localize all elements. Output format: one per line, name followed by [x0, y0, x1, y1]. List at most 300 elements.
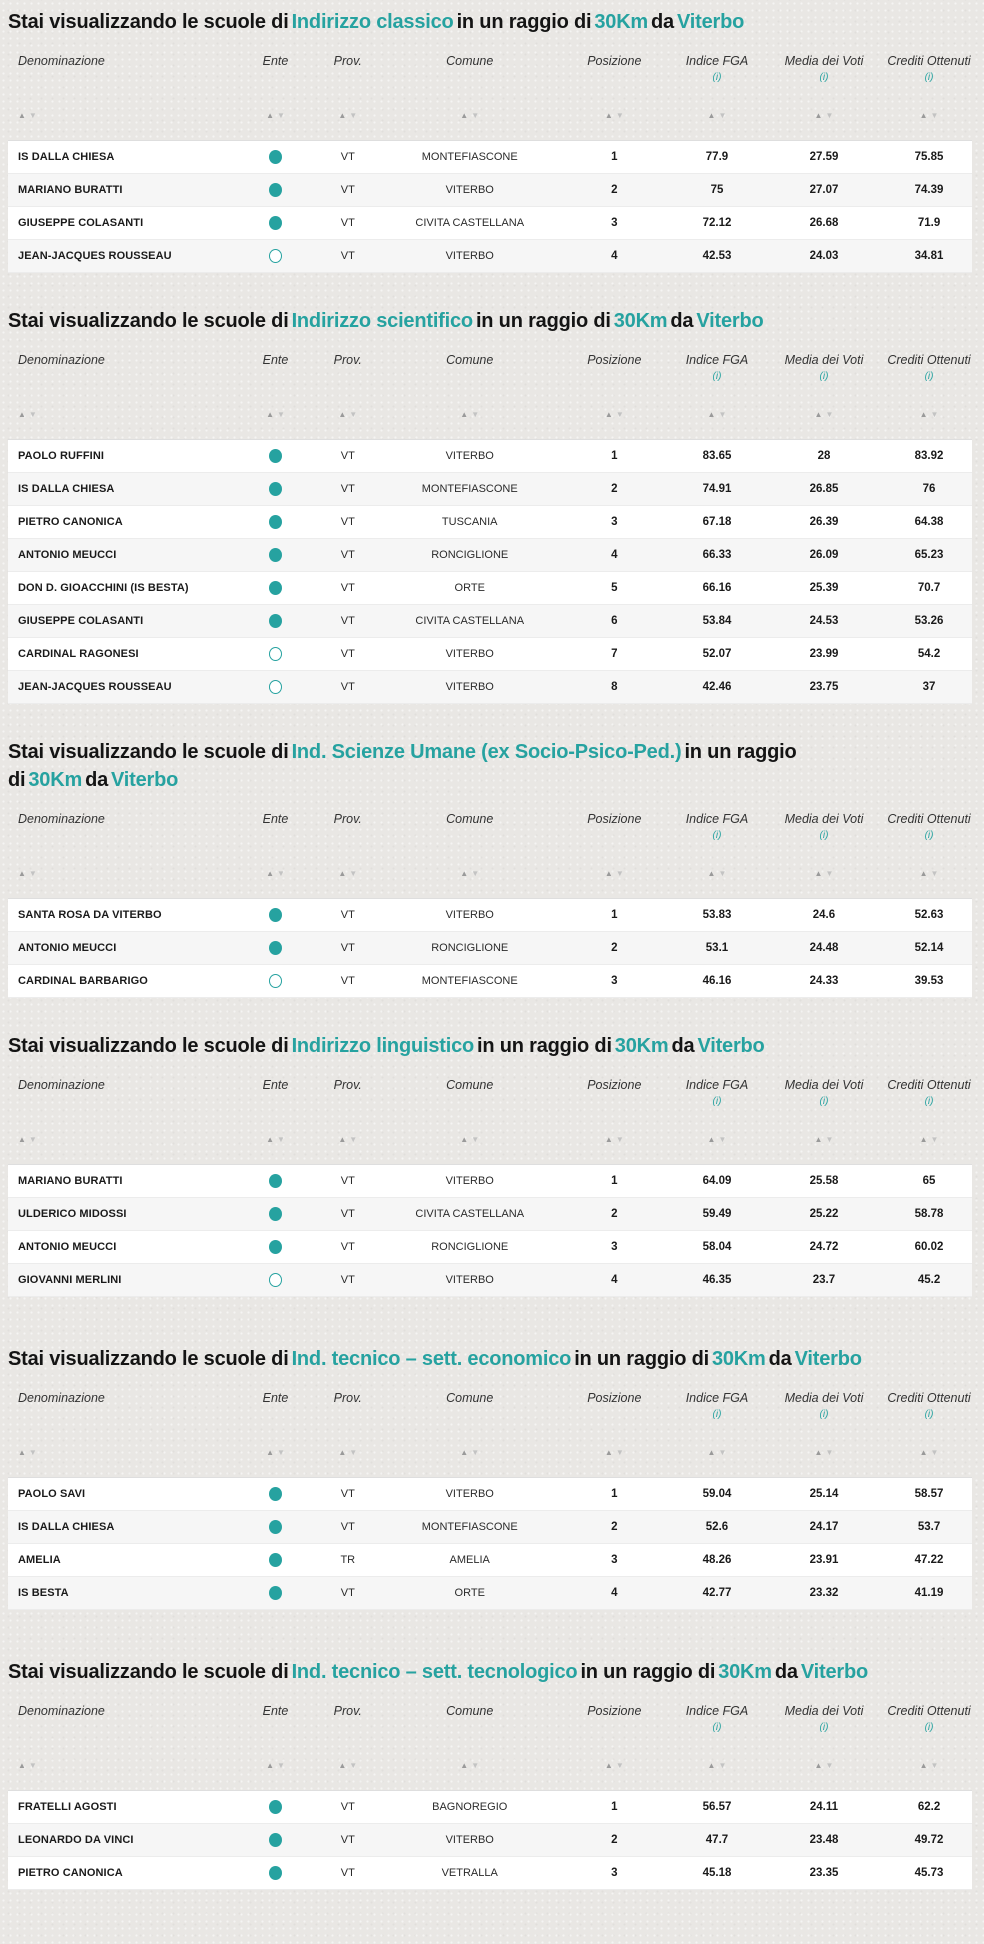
column-label: Ente: [262, 1078, 289, 1092]
table-row[interactable]: [8, 1791, 972, 1824]
sort-control[interactable]: [762, 864, 886, 880]
sort-desc-icon[interactable]: ▼: [277, 1135, 285, 1144]
sort-desc-icon[interactable]: ▼: [930, 869, 939, 878]
school-name[interactable]: GIOVANNI MERLINI: [18, 1274, 122, 1286]
sort-desc-icon[interactable]: ▼: [28, 410, 37, 419]
sort-control[interactable]: [886, 405, 972, 421]
school-name[interactable]: GIUSEPPE COLASANTI: [18, 217, 144, 229]
section-title: [8, 1345, 972, 1373]
prov-cell: VT: [340, 549, 355, 561]
ente-paritaria-dot-icon: [269, 647, 282, 661]
table-row[interactable]: [8, 1577, 972, 1610]
sort-control[interactable]: [238, 1443, 312, 1459]
prov-cell: VT: [340, 250, 355, 262]
sort-asc-icon[interactable]: ▲: [460, 869, 469, 878]
sort-asc-icon[interactable]: ▲: [919, 1761, 928, 1770]
sort-desc-icon[interactable]: ▼: [471, 1448, 480, 1457]
info-icon[interactable]: (i): [924, 1409, 934, 1420]
sort-asc-icon[interactable]: ▲: [814, 1761, 823, 1770]
sort-control[interactable]: [383, 1130, 557, 1146]
sort-asc-icon[interactable]: ▲: [919, 1448, 928, 1457]
crediti-cell: 58.78: [914, 1208, 944, 1220]
media-voti-cell: 24.03: [809, 250, 839, 262]
column-header: [672, 351, 762, 383]
info-icon[interactable]: (i): [712, 371, 722, 382]
sort-desc-icon[interactable]: ▼: [930, 111, 939, 120]
table-row[interactable]: [8, 506, 972, 539]
column-label: Crediti Ottenuti: [887, 353, 971, 367]
sort-control[interactable]: [313, 1756, 383, 1772]
ente-statale-dot-icon: [269, 183, 282, 197]
info-icon[interactable]: (i): [819, 1096, 829, 1107]
sort-desc-icon[interactable]: ▼: [615, 1761, 624, 1770]
crediti-cell: 75.85: [914, 151, 944, 163]
title-text: in un raggio di: [8, 741, 797, 791]
column-label: Comune: [446, 54, 494, 68]
sort-asc-icon[interactable]: ▲: [707, 1135, 716, 1144]
sort-desc-icon[interactable]: ▼: [28, 1761, 37, 1770]
sort-asc-icon[interactable]: ▲: [604, 869, 613, 878]
sort-asc-icon[interactable]: ▲: [604, 410, 613, 419]
table-row[interactable]: [8, 638, 972, 671]
indice-fga-cell: 72.12: [702, 217, 732, 229]
sort-control[interactable]: [672, 864, 762, 880]
school-name[interactable]: JEAN-JACQUES ROUSSEAU: [18, 250, 172, 262]
sort-control[interactable]: [556, 864, 672, 880]
table-row[interactable]: [8, 1478, 972, 1511]
indice-fga-cell: 53.84: [702, 615, 732, 627]
sort-desc-icon[interactable]: ▼: [718, 1135, 727, 1144]
sort-desc-icon[interactable]: ▼: [615, 410, 624, 419]
table-row[interactable]: [8, 671, 972, 704]
media-voti-cell: 24.48: [809, 942, 839, 954]
ente-statale-dot-icon: [269, 1833, 282, 1847]
sort-control[interactable]: [8, 864, 238, 880]
sort-control[interactable]: [672, 1756, 762, 1772]
school-name[interactable]: IS DALLA CHIESA: [18, 151, 115, 163]
sort-asc-icon[interactable]: ▲: [919, 111, 928, 120]
sort-control[interactable]: [8, 106, 238, 122]
column-header: [313, 1702, 383, 1719]
sort-asc-icon[interactable]: ▲: [707, 1448, 716, 1457]
school-name[interactable]: LEONARDO DA VINCI: [18, 1834, 134, 1846]
sort-control[interactable]: [383, 864, 557, 880]
sort-asc-icon[interactable]: ▲: [18, 1761, 26, 1770]
sort-asc-icon[interactable]: ▲: [604, 111, 613, 120]
info-icon[interactable]: (i): [819, 830, 829, 841]
crediti-cell: 47.22: [914, 1554, 944, 1566]
sort-control[interactable]: [556, 106, 672, 122]
sort-asc-icon[interactable]: ▲: [814, 869, 823, 878]
sort-asc-icon[interactable]: ▲: [604, 1448, 613, 1457]
sort-asc-icon[interactable]: ▲: [919, 1135, 928, 1144]
sort-control[interactable]: [886, 106, 972, 122]
school-name[interactable]: PIETRO CANONICA: [18, 516, 123, 528]
prov-cell: VT: [340, 151, 355, 163]
column-header: [238, 52, 312, 69]
info-icon[interactable]: (i): [924, 1096, 934, 1107]
sort-desc-icon[interactable]: ▼: [277, 1448, 285, 1457]
sort-asc-icon[interactable]: ▲: [707, 111, 716, 120]
media-voti-cell: 23.99: [809, 648, 839, 660]
info-icon[interactable]: (i): [819, 1722, 829, 1733]
column-label: Media dei Voti: [784, 1391, 864, 1405]
school-name[interactable]: ANTONIO MEUCCI: [18, 1241, 117, 1253]
sort-desc-icon[interactable]: ▼: [349, 1448, 358, 1457]
column-header: [886, 810, 972, 842]
school-name[interactable]: PIETRO CANONICA: [18, 1867, 123, 1879]
table-header: [8, 1389, 972, 1461]
title-text: da: [774, 1661, 798, 1683]
sort-desc-icon[interactable]: ▼: [930, 1135, 939, 1144]
sort-asc-icon[interactable]: ▲: [266, 1761, 274, 1770]
school-name[interactable]: AMELIA: [18, 1554, 61, 1566]
sort-asc-icon[interactable]: ▲: [18, 1448, 26, 1457]
sort-control[interactable]: [886, 1443, 972, 1459]
ente-cell: [238, 1833, 312, 1847]
title-subject: Indirizzo linguistico: [291, 1035, 475, 1057]
info-icon[interactable]: (i): [712, 830, 722, 841]
title-text: in un raggio di: [477, 1035, 612, 1057]
sort-desc-icon[interactable]: ▼: [277, 111, 285, 120]
sort-control[interactable]: [672, 405, 762, 421]
sort-control[interactable]: [886, 864, 972, 880]
school-name[interactable]: PAOLO SAVI: [18, 1488, 86, 1500]
sort-control[interactable]: [313, 1130, 383, 1146]
table-row[interactable]: [8, 473, 972, 506]
sort-desc-icon[interactable]: ▼: [825, 111, 834, 120]
crediti-cell: 37: [922, 681, 936, 693]
media-voti-cell: 24.33: [809, 975, 839, 987]
info-icon[interactable]: (i): [819, 1409, 829, 1420]
crediti-cell: 34.81: [914, 250, 944, 262]
sort-asc-icon[interactable]: ▲: [338, 1135, 347, 1144]
table-row[interactable]: [8, 572, 972, 605]
column-label: Prov.: [333, 1391, 362, 1405]
school-name[interactable]: CARDINAL RAGONESI: [18, 648, 139, 660]
title-city: Viterbo: [794, 1348, 862, 1370]
sort-control[interactable]: [556, 1443, 672, 1459]
sort-control[interactable]: [383, 1443, 557, 1459]
sort-desc-icon[interactable]: ▼: [615, 869, 624, 878]
sort-control[interactable]: [313, 106, 383, 122]
sort-control[interactable]: [762, 106, 886, 122]
info-icon[interactable]: (i): [924, 72, 934, 83]
sort-asc-icon[interactable]: ▲: [707, 1761, 716, 1770]
table-row[interactable]: [8, 1824, 972, 1857]
sort-asc-icon[interactable]: ▲: [919, 869, 928, 878]
sort-asc-icon[interactable]: ▲: [707, 410, 716, 419]
posizione-cell: 1: [611, 450, 618, 462]
media-voti-cell: 26.85: [809, 483, 839, 495]
sort-desc-icon[interactable]: ▼: [349, 1135, 358, 1144]
column-header: [672, 1076, 762, 1108]
sort-control[interactable]: [313, 405, 383, 421]
sort-asc-icon[interactable]: ▲: [266, 1448, 274, 1457]
sort-asc-icon[interactable]: ▲: [18, 410, 26, 419]
sort-desc-icon[interactable]: ▼: [825, 1761, 834, 1770]
sort-desc-icon[interactable]: ▼: [471, 1761, 480, 1770]
sort-control[interactable]: [556, 405, 672, 421]
school-name[interactable]: GIUSEPPE COLASANTI: [18, 615, 144, 627]
prov-cell: VT: [340, 1834, 355, 1846]
school-name[interactable]: DON D. GIOACCHINI (IS BESTA): [18, 582, 189, 594]
sort-control[interactable]: [762, 1130, 886, 1146]
info-link-wrap: [886, 830, 972, 842]
sort-asc-icon[interactable]: ▲: [338, 1761, 347, 1770]
sort-desc-icon[interactable]: ▼: [825, 869, 834, 878]
sort-desc-icon[interactable]: ▼: [349, 410, 358, 419]
crediti-cell: 41.19: [914, 1587, 944, 1599]
ente-statale-dot-icon: [269, 1174, 282, 1188]
prov-cell: VT: [340, 1274, 355, 1286]
prov-cell: VT: [340, 1488, 355, 1500]
sort-control[interactable]: [762, 1756, 886, 1772]
prov-cell: VT: [340, 1208, 355, 1220]
sort-control[interactable]: [383, 405, 557, 421]
ente-cell: [238, 1174, 312, 1188]
ente-statale-dot-icon: [269, 581, 282, 595]
indice-fga-cell: 48.26: [702, 1554, 732, 1566]
info-icon[interactable]: (i): [712, 72, 722, 83]
ente-cell: [238, 482, 312, 496]
sort-asc-icon[interactable]: ▲: [266, 1135, 274, 1144]
table-row[interactable]: [8, 1165, 972, 1198]
table-row[interactable]: [8, 1544, 972, 1577]
sort-asc-icon[interactable]: ▲: [814, 410, 823, 419]
sort-asc-icon[interactable]: ▲: [18, 869, 26, 878]
column-label: Prov.: [333, 54, 362, 68]
sort-control[interactable]: [313, 1443, 383, 1459]
info-icon[interactable]: (i): [712, 1096, 722, 1107]
sort-asc-icon[interactable]: ▲: [814, 1135, 823, 1144]
sort-control[interactable]: [672, 1443, 762, 1459]
table-row[interactable]: [8, 1857, 972, 1890]
table-row[interactable]: [8, 932, 972, 965]
title-text: da: [670, 310, 694, 332]
sort-control[interactable]: [672, 106, 762, 122]
sort-control[interactable]: [238, 864, 312, 880]
info-icon[interactable]: (i): [924, 1722, 934, 1733]
sort-desc-icon[interactable]: ▼: [277, 410, 285, 419]
table-row[interactable]: [8, 1511, 972, 1544]
sort-desc-icon[interactable]: ▼: [930, 1761, 939, 1770]
sort-desc-icon[interactable]: ▼: [718, 1761, 727, 1770]
sort-desc-icon[interactable]: ▼: [28, 111, 37, 120]
title-city: Viterbo: [696, 310, 764, 332]
sort-desc-icon[interactable]: ▼: [930, 1448, 939, 1457]
sort-desc-icon[interactable]: ▼: [471, 111, 480, 120]
school-name[interactable]: MARIANO BURATTI: [18, 1175, 123, 1187]
sort-control[interactable]: [238, 405, 312, 421]
sort-asc-icon[interactable]: ▲: [919, 410, 928, 419]
posizione-cell: 3: [611, 1867, 618, 1879]
info-icon[interactable]: (i): [712, 1722, 722, 1733]
sort-asc-icon[interactable]: ▲: [814, 1448, 823, 1457]
sort-control[interactable]: [383, 1756, 557, 1772]
prov-cell: VT: [340, 648, 355, 660]
comune-cell: VETRALLA: [441, 1867, 498, 1879]
info-icon[interactable]: (i): [924, 830, 934, 841]
sort-asc-icon[interactable]: ▲: [604, 1135, 613, 1144]
table-row[interactable]: [8, 605, 972, 638]
info-link-wrap: [886, 1096, 972, 1108]
sort-asc-icon[interactable]: ▲: [338, 410, 347, 419]
table-row[interactable]: [8, 965, 972, 998]
sort-asc-icon[interactable]: ▲: [460, 410, 469, 419]
sort-asc-icon[interactable]: ▲: [460, 1761, 469, 1770]
crediti-cell: 53.7: [917, 1521, 941, 1533]
sort-desc-icon[interactable]: ▼: [277, 1761, 285, 1770]
prov-cell: VT: [340, 681, 355, 693]
ente-cell: [238, 216, 312, 230]
sort-asc-icon[interactable]: ▲: [266, 111, 274, 120]
school-name[interactable]: ANTONIO MEUCCI: [18, 942, 117, 954]
table-row[interactable]: [8, 1198, 972, 1231]
sort-desc-icon[interactable]: ▼: [349, 1761, 358, 1770]
sort-control[interactable]: [672, 1130, 762, 1146]
table-row[interactable]: [8, 141, 972, 174]
table-row[interactable]: [8, 240, 972, 273]
sort-desc-icon[interactable]: ▼: [471, 869, 480, 878]
sort-asc-icon[interactable]: ▲: [338, 869, 347, 878]
table-row[interactable]: [8, 899, 972, 932]
prov-cell: VT: [340, 217, 355, 229]
table-row[interactable]: [8, 1231, 972, 1264]
sort-control[interactable]: [313, 864, 383, 880]
school-name[interactable]: CARDINAL BARBARIGO: [18, 975, 148, 987]
sort-desc-icon[interactable]: ▼: [277, 869, 285, 878]
info-link-wrap: [886, 371, 972, 383]
media-voti-cell: 25.58: [809, 1175, 839, 1187]
ente-paritaria-dot-icon: [269, 974, 282, 988]
sort-control[interactable]: [762, 405, 886, 421]
info-icon[interactable]: (i): [819, 371, 829, 382]
sort-desc-icon[interactable]: ▼: [471, 410, 480, 419]
sort-desc-icon[interactable]: ▼: [615, 1448, 624, 1457]
sort-control[interactable]: [886, 1130, 972, 1146]
sort-control[interactable]: [762, 1443, 886, 1459]
sort-control[interactable]: [383, 106, 557, 122]
indice-fga-cell: 66.16: [702, 582, 732, 594]
school-name[interactable]: MARIANO BURATTI: [18, 184, 123, 196]
sort-asc-icon[interactable]: ▲: [18, 1135, 26, 1144]
column-header: [762, 1076, 886, 1108]
sort-control[interactable]: [8, 405, 238, 421]
table-row[interactable]: [8, 1264, 972, 1297]
info-icon[interactable]: (i): [712, 1409, 722, 1420]
column-header: [313, 1389, 383, 1406]
school-name[interactable]: ULDERICO MIDOSSI: [18, 1208, 127, 1220]
sort-asc-icon[interactable]: ▲: [266, 869, 274, 878]
sort-control[interactable]: [556, 1130, 672, 1146]
sort-desc-icon[interactable]: ▼: [718, 410, 727, 419]
column-label: Crediti Ottenuti: [887, 1078, 971, 1092]
table-row[interactable]: [8, 440, 972, 473]
school-name[interactable]: IS BESTA: [18, 1587, 69, 1599]
sort-asc-icon[interactable]: ▲: [460, 1135, 469, 1144]
sort-desc-icon[interactable]: ▼: [718, 1448, 727, 1457]
sort-desc-icon[interactable]: ▼: [471, 1135, 480, 1144]
media-voti-cell: 24.11: [809, 1801, 839, 1813]
comune-cell: ORTE: [454, 582, 485, 594]
sort-desc-icon[interactable]: ▼: [718, 111, 727, 120]
sort-control[interactable]: [556, 1756, 672, 1772]
comune-cell: MONTEFIASCONE: [421, 975, 518, 987]
sort-desc-icon[interactable]: ▼: [349, 869, 358, 878]
school-name[interactable]: JEAN-JACQUES ROUSSEAU: [18, 681, 172, 693]
posizione-cell: 4: [611, 250, 618, 262]
table-row[interactable]: [8, 207, 972, 240]
info-icon[interactable]: (i): [924, 371, 934, 382]
sort-asc-icon[interactable]: ▲: [266, 410, 274, 419]
sort-control[interactable]: [238, 106, 312, 122]
title-text: Stai visualizzando le scuole di: [8, 1348, 289, 1370]
column-header: [672, 1702, 762, 1734]
sort-desc-icon[interactable]: ▼: [718, 869, 727, 878]
sort-desc-icon[interactable]: ▼: [930, 410, 939, 419]
sort-desc-icon[interactable]: ▼: [28, 1135, 37, 1144]
sort-control[interactable]: [8, 1443, 238, 1459]
prov-cell: VT: [340, 1241, 355, 1253]
sort-asc-icon[interactable]: ▲: [18, 111, 26, 120]
sort-asc-icon[interactable]: ▲: [707, 869, 716, 878]
media-voti-cell: 25.39: [809, 582, 839, 594]
table-row[interactable]: [8, 174, 972, 207]
sort-control[interactable]: [8, 1130, 238, 1146]
sort-desc-icon[interactable]: ▼: [28, 869, 37, 878]
sort-asc-icon[interactable]: ▲: [338, 1448, 347, 1457]
title-radius: 30Km: [718, 1661, 772, 1683]
sort-desc-icon[interactable]: ▼: [615, 111, 624, 120]
sort-desc-icon[interactable]: ▼: [349, 111, 358, 120]
sort-asc-icon[interactable]: ▲: [460, 111, 469, 120]
sort-asc-icon[interactable]: ▲: [604, 1761, 613, 1770]
media-voti-cell: 26.68: [809, 217, 839, 229]
sort-desc-icon[interactable]: ▼: [825, 410, 834, 419]
sort-control[interactable]: [238, 1130, 312, 1146]
sort-control[interactable]: [886, 1756, 972, 1772]
sort-asc-icon[interactable]: ▲: [338, 111, 347, 120]
school-name[interactable]: SANTA ROSA DA VITERBO: [18, 909, 162, 921]
sort-desc-icon[interactable]: ▼: [825, 1448, 834, 1457]
column-label: Crediti Ottenuti: [887, 812, 971, 826]
crediti-cell: 83.92: [914, 450, 944, 462]
crediti-cell: 54.2: [917, 648, 941, 660]
sort-asc-icon[interactable]: ▲: [814, 111, 823, 120]
sort-desc-icon[interactable]: ▼: [825, 1135, 834, 1144]
sort-asc-icon[interactable]: ▲: [460, 1448, 469, 1457]
school-name[interactable]: IS DALLA CHIESA: [18, 1521, 115, 1533]
sort-desc-icon[interactable]: ▼: [28, 1448, 37, 1457]
sort-control[interactable]: [238, 1756, 312, 1772]
media-voti-cell: 23.75: [809, 681, 839, 693]
school-name[interactable]: ANTONIO MEUCCI: [18, 549, 117, 561]
header-labels-row: [8, 1702, 972, 1734]
school-name[interactable]: IS DALLA CHIESA: [18, 483, 115, 495]
prov-cell: VT: [340, 582, 355, 594]
column-header: [8, 1389, 238, 1406]
sort-control[interactable]: [8, 1756, 238, 1772]
sort-desc-icon[interactable]: ▼: [615, 1135, 624, 1144]
school-name[interactable]: PAOLO RUFFINI: [18, 450, 105, 462]
info-icon[interactable]: (i): [819, 72, 829, 83]
title-radius: 30Km: [711, 1348, 766, 1370]
school-name[interactable]: FRATELLI AGOSTI: [18, 1801, 117, 1813]
column-header: [238, 351, 312, 368]
table-row[interactable]: [8, 539, 972, 572]
column-header: [8, 52, 238, 69]
